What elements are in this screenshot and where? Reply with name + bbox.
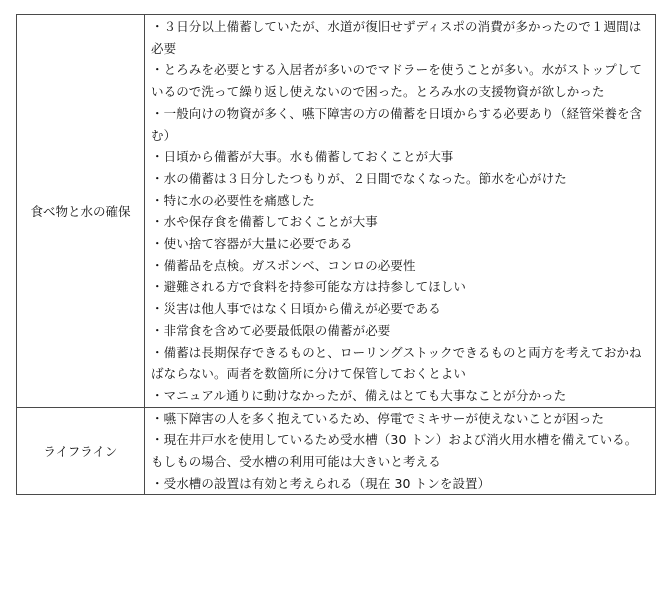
- table-row-food-water: [17, 15, 655, 407]
- list-item: ・とろみを必要とする入居者が多いのでマドラーを使うことが多い。水がストップしているので洗って繰り返し使えないので困った。とろみ水の支援物資が欲しかった: [151, 62, 643, 100]
- table-row-lifeline: [17, 407, 655, 495]
- list-item: ・避難される方で食料を持参可能な方は持参してほしい: [151, 279, 467, 295]
- items-cell: [145, 408, 655, 495]
- category-cell: 食べ物と水の確保: [17, 15, 145, 407]
- list-item: ・水の備蓄は３日分したつもりが、２日間でなくなった。節水を心がけた: [151, 170, 567, 186]
- list-item: ・現在井戸水を使用しているため受水槽（30 トン）および消火用水槽を備えている。もしもの場合、受水槽の利用可能は大きいと考える: [151, 432, 638, 470]
- list-item: ・非常食を含めて必要最低限の備蓄が必要: [151, 322, 391, 338]
- list-item: ・受水槽の設置は有効と考えられる（現在 30 トンを設置）: [151, 475, 491, 491]
- items-cell: [145, 15, 655, 407]
- list-item: ・マニュアル通りに動けなかったが、備えはとても大事なことが分かった: [151, 387, 567, 403]
- list-item: ・日頃から備蓄が大事。水も備蓄しておくことが大事: [151, 149, 454, 165]
- list-item: ・３日分以上備蓄していたが、水道が復旧せずディスポの消費が多かったので１週間は必要: [151, 19, 642, 56]
- list-item: ・嚥下障害の人を多く抱えているため、停電でミキサーが使えないことが困った: [151, 410, 605, 426]
- list-item: ・災害は他人事ではなく日頃から備えが必要である: [151, 301, 441, 317]
- list-item: ・備蓄は長期保存できるものと、ローリングストックできるものと両方を考えておかねばならない。両者を数箇所に分けて保管しておくとよい: [151, 344, 642, 382]
- list-item: ・水や保存食を備蓄しておくことが大事: [151, 214, 378, 230]
- list-item: ・備蓄品を点検。ガスボンベ、コンロの必要性: [151, 257, 416, 273]
- list-item: ・使い捨て容器が大量に必要である: [151, 236, 353, 252]
- info-table: [16, 14, 656, 495]
- list-item: ・一般向けの物資が多く、嚥下障害の方の備蓄を日頃からする必要あり（経管栄養を含む）: [151, 105, 643, 143]
- list-item: ・特に水の必要性を痛感した: [151, 192, 315, 208]
- category-cell: ライフライン: [17, 408, 145, 495]
